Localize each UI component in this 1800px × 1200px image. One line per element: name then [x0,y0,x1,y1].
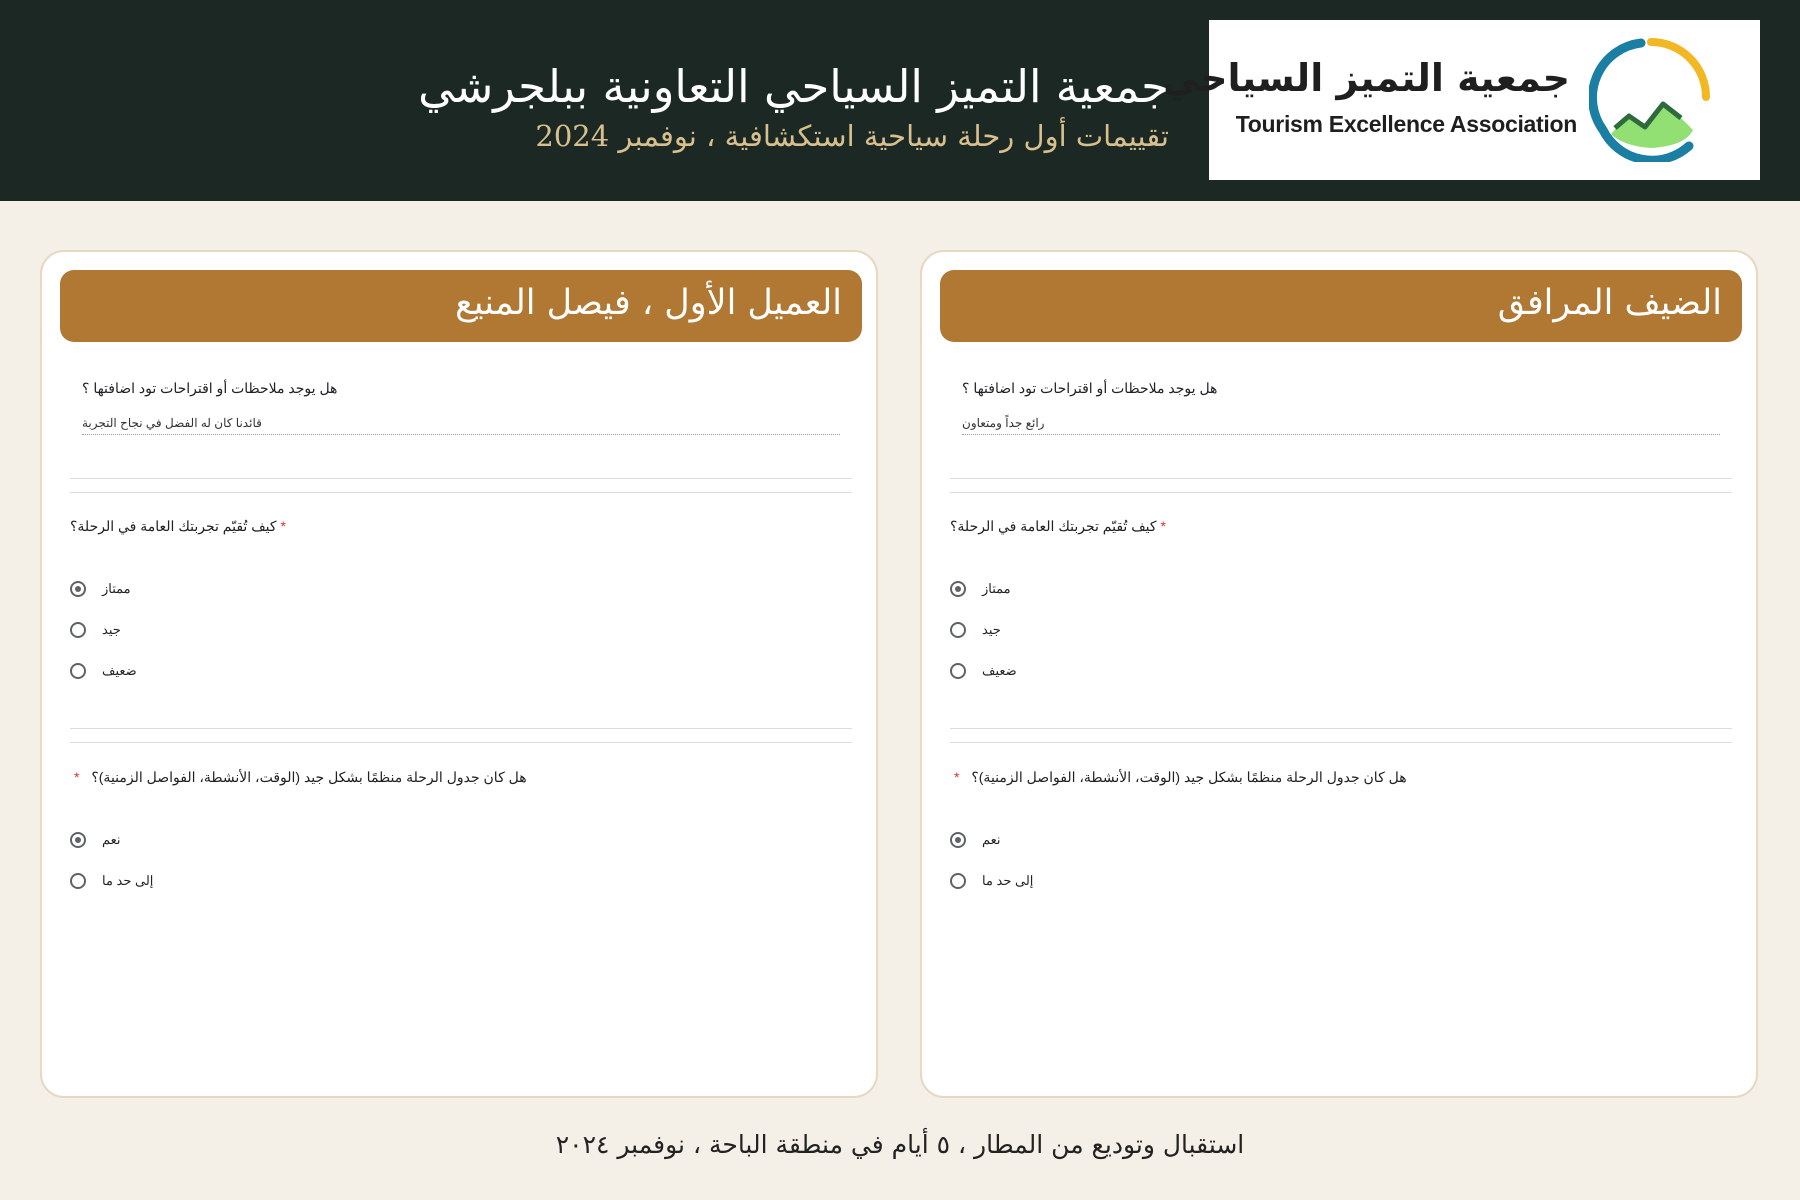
answer-underline [82,434,840,435]
radio-label: ممتاز [982,581,1011,596]
radio-button[interactable] [950,581,966,597]
radio-button[interactable] [70,622,86,638]
answer-suggestions[interactable]: رائع جداً ومتعاون [962,416,1045,430]
radio-button[interactable] [70,663,86,679]
radio-label: ضعيف [982,663,1017,678]
card-title: العميل الأول ، فيصل المنيع [455,283,842,323]
question-label: كيف تُقيّم تجربتك العامة في الرحلة؟ [70,518,277,534]
radio-button[interactable] [950,663,966,679]
section-divider [950,728,1732,729]
answer-underline [962,434,1720,435]
logo-arabic-text: جمعية التميز السياحي [1161,56,1570,100]
card-header [940,270,1742,342]
required-mark: * [74,769,80,785]
radio-label: جيد [102,622,121,637]
question-overall-experience [950,518,1166,535]
section-divider [950,742,1732,743]
section-divider [70,478,852,479]
section-divider [70,728,852,729]
radio-label: نعم [982,832,1001,847]
page-header [0,0,1800,201]
radio-label: إلى حد ما [102,873,154,888]
question-label: كيف تُقيّم تجربتك العامة في الرحلة؟ [950,518,1157,534]
question-schedule [954,769,1407,786]
mountain-sun-icon [1589,34,1713,162]
card-title: الضيف المرافق [1497,283,1722,323]
question-overall-experience [70,518,286,535]
required-mark: * [1160,518,1166,534]
question-label: هل كان جدول الرحلة منظمًا بشكل جيد (الوقت، الأنشطة، الفواصل الزمنية)؟ [971,769,1407,785]
answer-suggestions[interactable]: قائدنا كان له الفضل في نجاح التجربة [82,416,262,430]
page-footer-caption: استقبال وتوديع من المطار ، ٥ أيام في منطقة الباحة ، نوفمبر ٢٠٢٤ [555,1130,1245,1159]
section-divider [950,492,1732,493]
evaluation-card-first-client [40,250,878,1098]
radio-button[interactable] [950,873,966,889]
question-schedule [74,769,527,786]
radio-button[interactable] [70,873,86,889]
radio-label: ممتاز [102,581,131,596]
section-divider [950,478,1732,479]
radio-label: نعم [102,832,121,847]
question-label: هل كان جدول الرحلة منظمًا بشكل جيد (الوقت، الأنشطة، الفواصل الزمنية)؟ [91,769,527,785]
radio-button[interactable] [70,832,86,848]
radio-label: إلى حد ما [982,873,1034,888]
radio-label: ضعيف [102,663,137,678]
question-suggestions: هل يوجد ملاحظات أو اقتراحات تود اضافتها ؟ [82,380,338,396]
radio-button[interactable] [70,581,86,597]
evaluation-card-companion-guest [920,250,1758,1098]
required-mark: * [280,518,286,534]
radio-button[interactable] [950,832,966,848]
required-mark: * [954,769,960,785]
logo-english-text: Tourism Excellence Association [1235,111,1577,137]
radio-label: جيد [982,622,1001,637]
page-title: جمعية التميز السياحي التعاونية ببلجرشي [418,60,1169,113]
section-divider [70,742,852,743]
association-logo [1161,20,1760,180]
page-subtitle: تقييمات أول رحلة سياحية استكشافية ، نوفمبر 2024 [535,119,1169,153]
card-header [60,270,862,342]
section-divider [70,492,852,493]
question-suggestions: هل يوجد ملاحظات أو اقتراحات تود اضافتها ؟ [962,380,1218,396]
radio-button[interactable] [950,622,966,638]
